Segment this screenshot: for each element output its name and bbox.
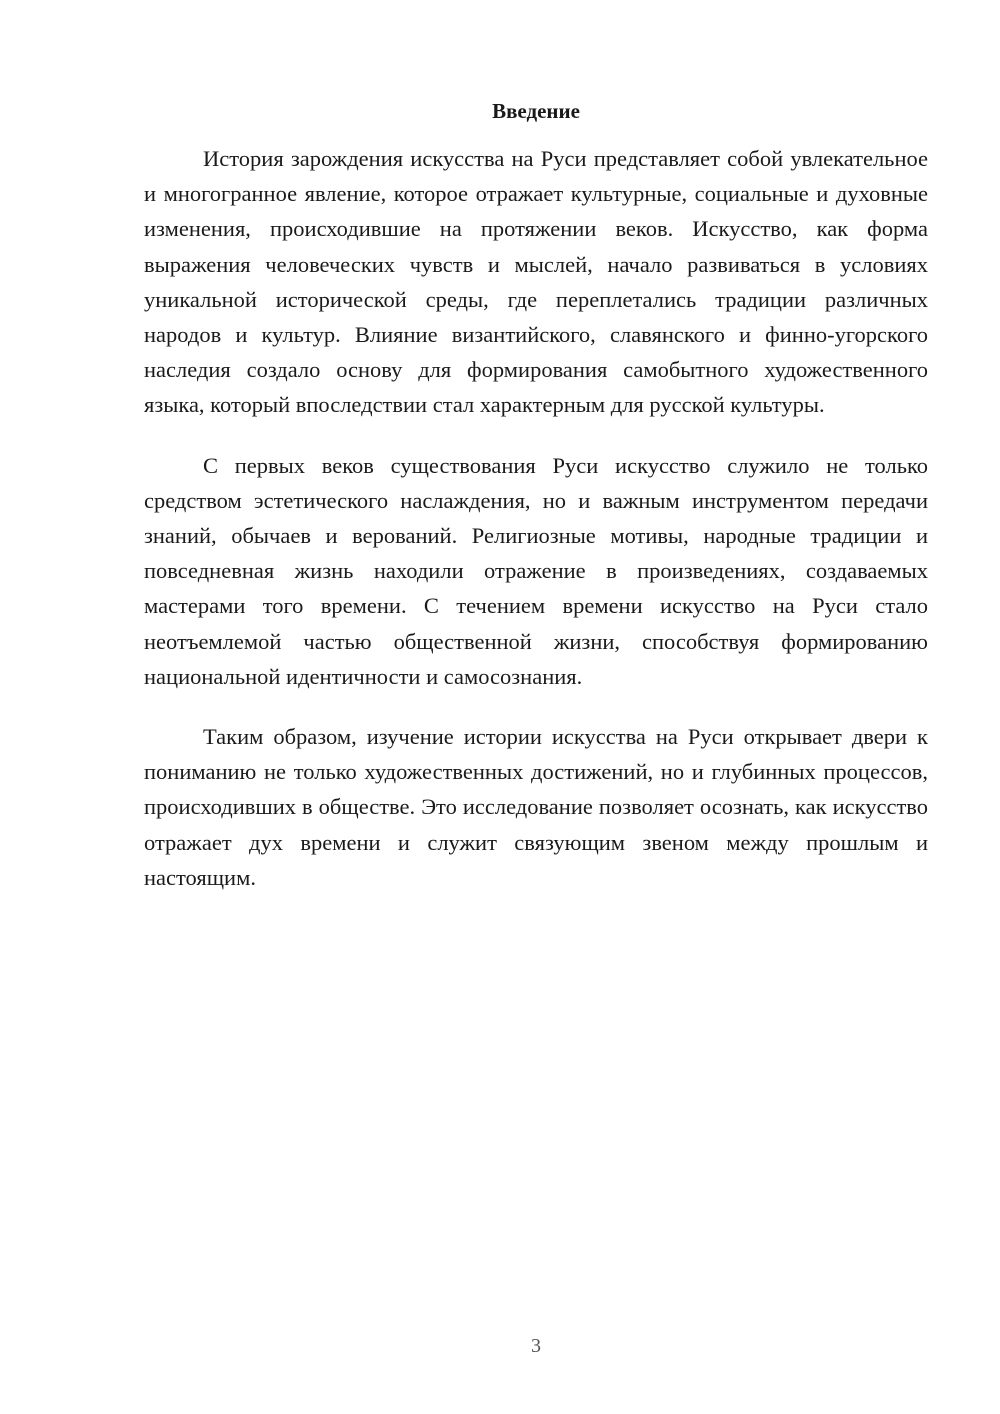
paragraph-1: История зарождения искусства на Руси представляет собой увлекательное и многогранное явление, которое отражает культурные, социальные и духовные изменения, происходившие на протяжении веков. Искусство, как форма выражения человеческих чувств и мыслей, начало развиваться в условиях уникальной исторической среды, где переплетались традиции различных народов и культур. Влияние византийского, славянского и финно-угорского наследия создало основу для формирования самобытного художественного языка, который впоследствии стал характерным для русской культуры. bbox=[144, 146, 928, 418]
page-number: 3 bbox=[531, 1335, 541, 1357]
document-body bbox=[144, 141, 928, 920]
paragraph-2: С первых веков существования Руси искусство служило не только средством эстетического наслаждения, но и важным инструментом передачи знаний, обычаев и верований. Религиозные мотивы, народные традиции и повседневная жизнь находили отражение в произведениях, создаваемых мастерами того времени. С течением времени искусство на Руси стало неотъемлемой частью общественной жизни, способствуя формированию национальной идентичности и самосознания. bbox=[144, 452, 928, 689]
paragraph-3: Таким образом, изучение истории искусства на Руси открывает двери к пониманию не только художественных достижений, но и глубинных процессов, происходивших в обществе. Это исследование позволяет осознать, как искусство отражает дух времени и служит связующим звеном между прошлым и настоящим. bbox=[144, 724, 928, 890]
page-title: Введение bbox=[492, 99, 580, 123]
